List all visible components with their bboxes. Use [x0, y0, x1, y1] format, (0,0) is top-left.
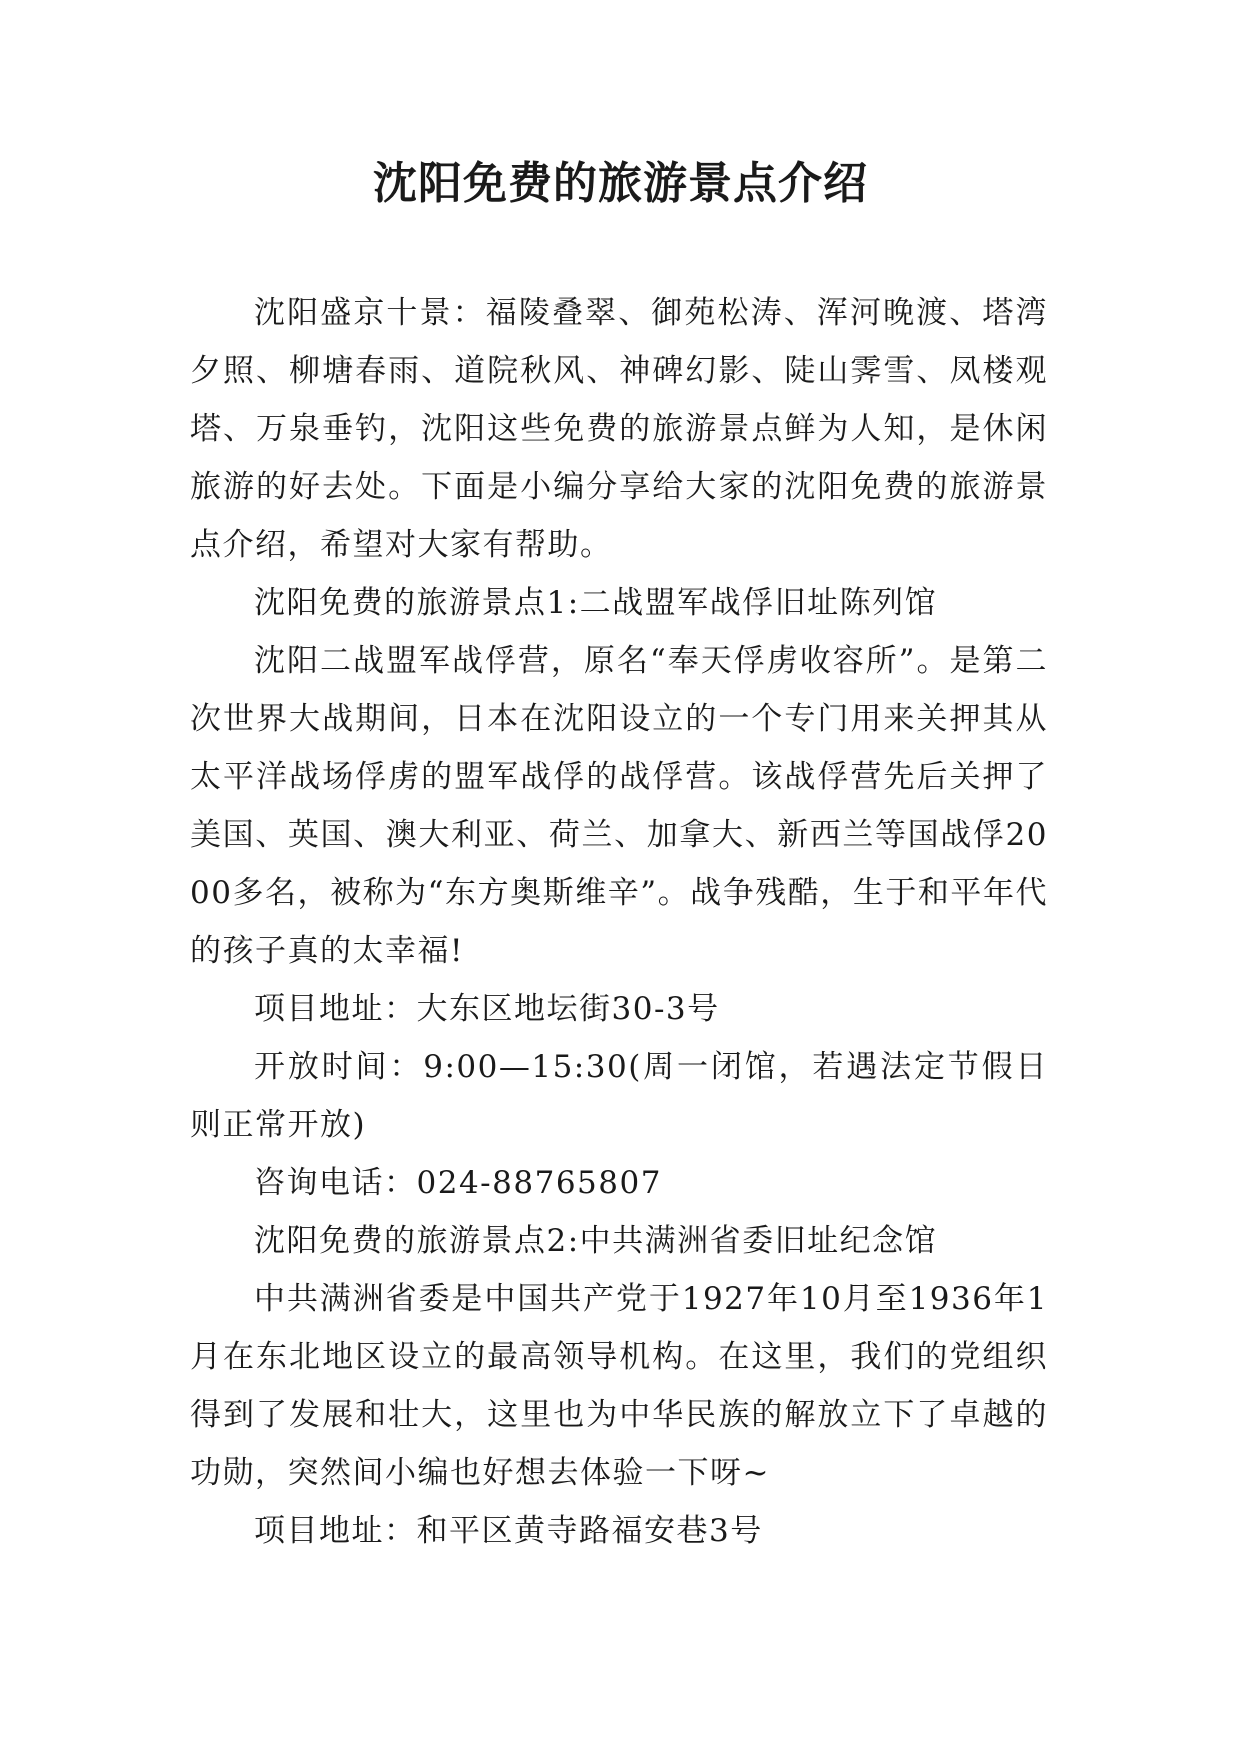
section-heading-2: 沈阳免费的旅游景点2:中共满洲省委旧址纪念馆 [254, 1223, 938, 1259]
section-heading-1: 沈阳免费的旅游景点1:二战盟军战俘旧址陈列馆 [254, 585, 938, 621]
document-body [190, 284, 1048, 1560]
intro-paragraph: 沈阳盛京十景：福陵叠翠、御苑松涛、浑河晚渡、塔湾夕照、柳塘春雨、道院秋风、神碑幻影、陡山霁雪、凤楼观塔、万泉垂钓，沈阳这些免费的旅游景点鲜为人知，是休闲旅游的好去处。下面是小编分享给大家的沈阳免费的旅游景点介绍，希望对大家有帮助。 [190, 295, 1048, 563]
document-title: 沈阳免费的旅游景点介绍 [373, 158, 868, 209]
section-1-address: 项目地址：大东区地坛街30-3号 [254, 991, 720, 1027]
section-2-address: 项目地址：和平区黄寺路福安巷3号 [254, 1513, 763, 1549]
section-1-phone: 咨询电话：024-88765807 [254, 1165, 662, 1201]
section-1-opening-hours: 开放时间：9:00—15:30(周一闭馆，若遇法定节假日则正常开放) [190, 1049, 1048, 1143]
section-1-description: 沈阳二战盟军战俘营，原名“奉天俘虏收容所”。是第二次世界大战期间，日本在沈阳设立的一个专门用来关押其从太平洋战场俘虏的盟军战俘的战俘营。该战俘营先后关押了美国、英国、澳大利亚、荷兰、加拿大、新西兰等国战俘2000多名，被称为“东方奥斯维辛”。战争残酷，生于和平年代的孩子真的太幸福! [190, 643, 1048, 969]
section-2-description: 中共满洲省委是中国共产党于1927年10月至1936年1月在东北地区设立的最高领导机构。在这里，我们的党组织得到了发展和壮大，这里也为中华民族的解放立下了卓越的功勋，突然间小编也好想去体验一下呀~ [190, 1281, 1048, 1491]
